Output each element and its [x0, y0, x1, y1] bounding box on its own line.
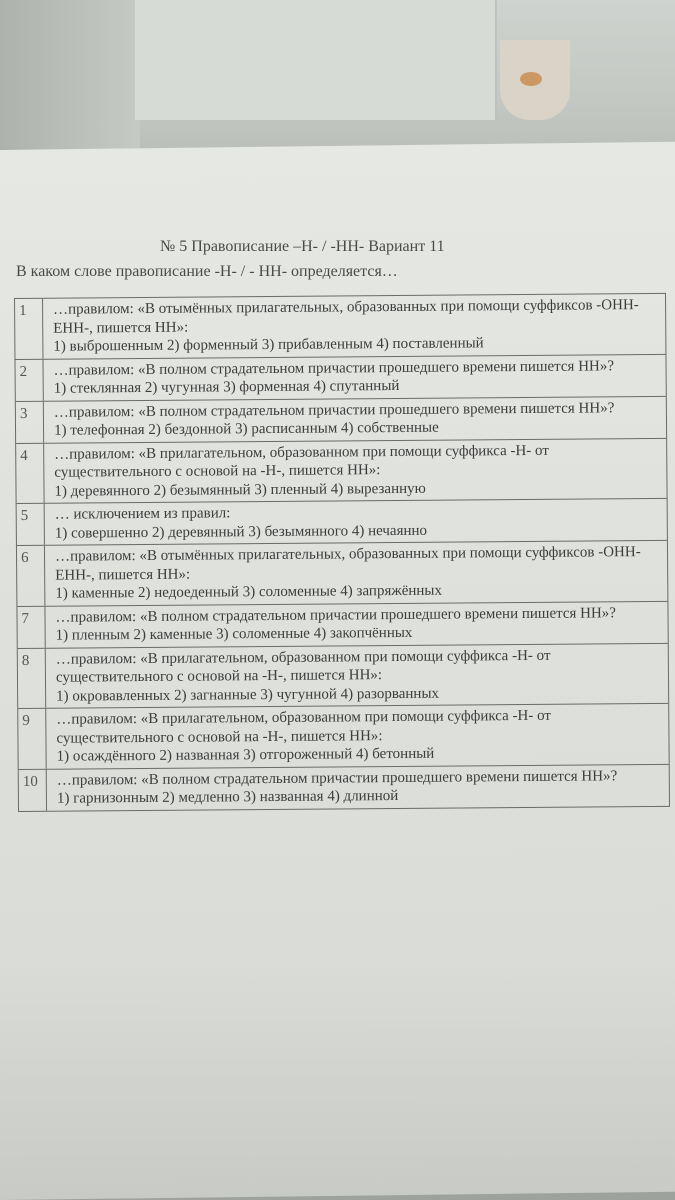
question-number: 7 [17, 606, 45, 647]
question-options: 1) деревянного 2) безымянный 3) пленный 4) вырезанную [54, 480, 426, 500]
question-row [16, 396, 666, 443]
question-text: …правилом: «В полном страдательном причастии прошедшего времени пишется НН»? [56, 767, 618, 789]
question-text: …правилом: «В прилагательном, образованном при помощи суффикса -Н- от существительного с основой на -Н-, пишется НН»: [54, 442, 549, 481]
wall-shadow [0, 0, 140, 165]
question-number: 5 [17, 504, 45, 545]
question-options: 1) стеклянная 2) чугунная 3) форменная 4) спутанный [53, 377, 400, 397]
question-options: 1) гарнизонным 2) медленно 3) названная 4) длинной [56, 787, 399, 807]
question-options: 1) окровавленных 2) загнанные 3) чугунной 4) разорванных [56, 685, 440, 705]
worksheet-instruction: В каком слове правописание -Н- / - НН- определяется… [16, 263, 398, 280]
question-text: …правилом: «В прилагательном, образованном при помощи суффикса -Н- от существительного с основой на -Н-, пишется НН»: [55, 647, 551, 686]
question-text: …правилом: «В отымённых прилагательных, образованных при помощи суффиксов -ОНН- ЕНН-, пишется НН»: [54, 544, 641, 584]
question-body [43, 294, 665, 358]
background-panel [135, 0, 497, 120]
question-row [15, 354, 665, 401]
question-options: 1) каменные 2) недоеденный 3) соломенные 4) запряжённых [55, 582, 443, 602]
question-number: 8 [18, 648, 46, 708]
question-body [44, 396, 666, 442]
question-number: 4 [16, 443, 44, 503]
question-options: 1) выброшенным 2) форменный 3) прибавленным 4) поставленный [53, 335, 484, 355]
question-row [17, 601, 667, 648]
background-object-detail [520, 72, 542, 86]
question-body [45, 601, 667, 647]
question-number: 6 [17, 546, 45, 606]
question-row [17, 541, 667, 607]
question-text: …правилом: «В прилагательном, образованном при помощи суффикса -Н- от существительного с основой на -Н-, пишется НН»: [56, 707, 552, 747]
question-text: …правилом: «В полном страдательном причастии прошедшего времени пишется НН»? [55, 604, 617, 626]
question-options: 1) совершенно 2) деревянный 3) безымянного 4) нечаянно [54, 522, 428, 542]
question-row [15, 294, 665, 360]
question-text: … исключением из правил: [54, 505, 231, 523]
question-number: 3 [16, 401, 44, 442]
question-number: 9 [18, 709, 46, 769]
question-text: …правилом: «В полном страдательном причастии прошедшего времени пишется НН»? [53, 357, 615, 379]
question-row [16, 438, 666, 504]
worksheet-title: № 5 Правописание –Н- / -НН- Вариант 11 [160, 238, 445, 255]
question-number: 1 [15, 299, 43, 359]
questions-table [14, 293, 670, 812]
question-text: …правилом: «В отымённых прилагательных, образованных при помощи суффиксов -ОНН- ЕНН-, пишется НН»: [53, 297, 639, 337]
question-text: …правилом: «В полном страдательном причастии прошедшего времени пишется НН»? [53, 399, 615, 421]
question-body [45, 499, 667, 545]
question-number: 10 [19, 769, 47, 810]
question-row [19, 764, 669, 811]
question-options: 1) пленным 2) каменные 3) соломенные 4) закопчённых [55, 624, 413, 644]
question-body [46, 704, 668, 768]
question-body [45, 541, 667, 605]
question-number: 2 [15, 359, 43, 400]
question-row [17, 499, 667, 546]
question-body [46, 643, 668, 707]
paper-shadow [0, 960, 675, 1200]
question-row [18, 704, 668, 770]
question-row [18, 643, 668, 709]
question-options: 1) осаждённого 2) названная 3) отгороженный 4) бетонный [56, 745, 435, 765]
question-options: 1) телефонная 2) бездонной 3) расписанным 4) собственные [53, 419, 439, 439]
question-body [43, 354, 665, 400]
question-body [44, 438, 666, 502]
question-body [47, 764, 669, 810]
